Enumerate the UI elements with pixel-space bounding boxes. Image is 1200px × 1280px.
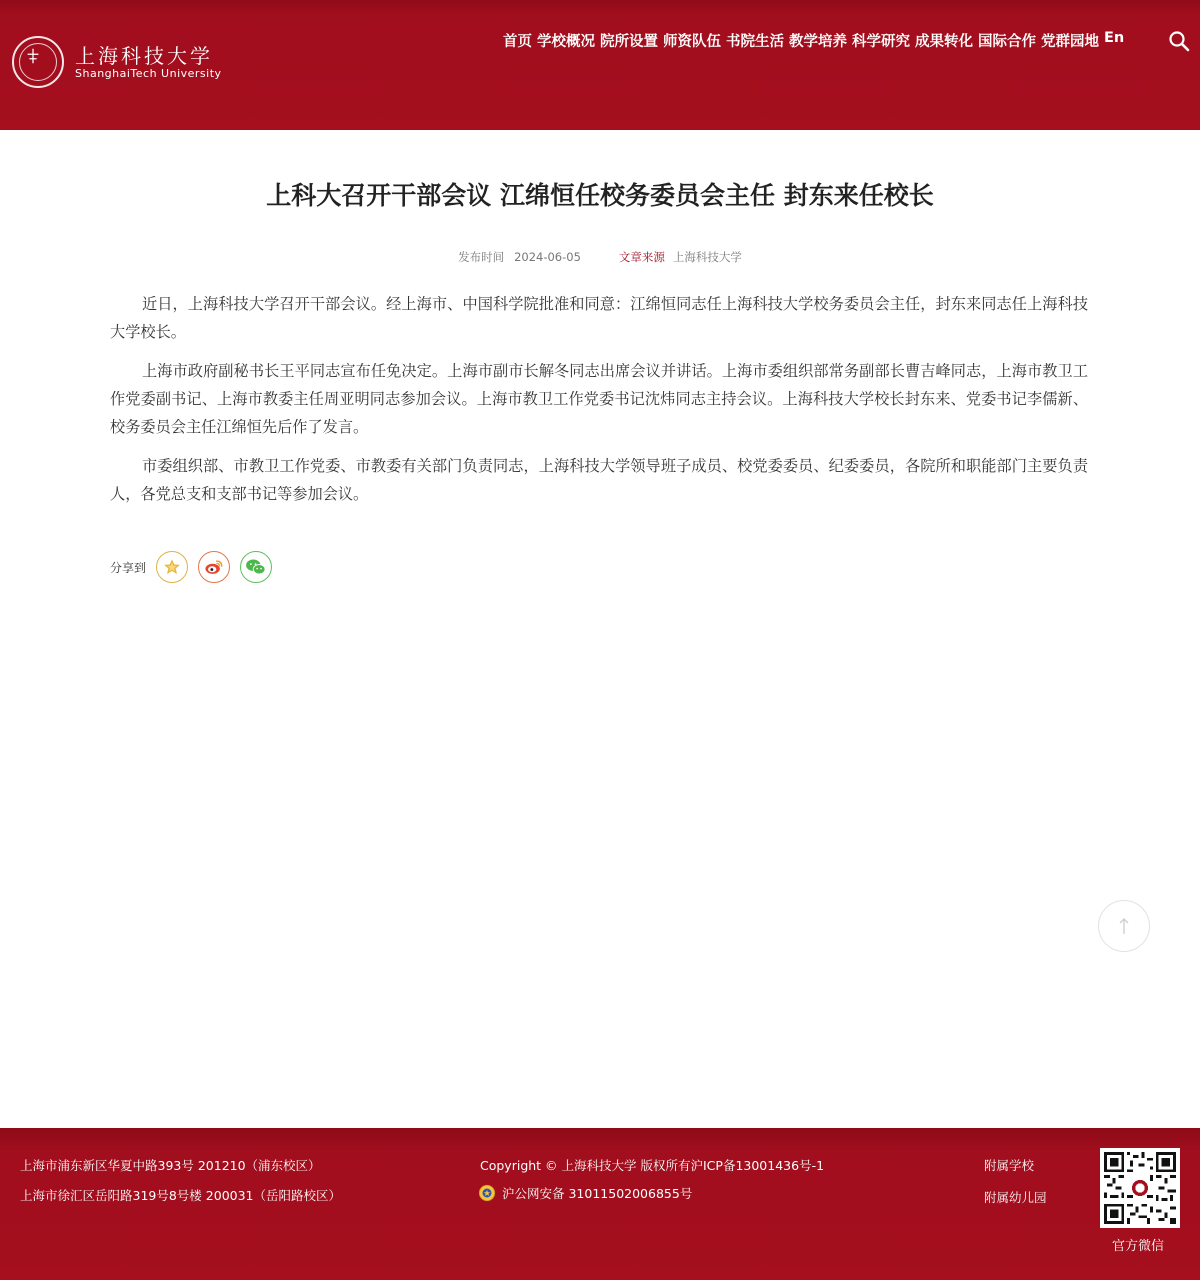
- article-title: 上科大召开干部会议 江绵恒任校务委员会主任 封东来任校长: [266, 181, 934, 210]
- share-label: 分享到: [110, 560, 147, 575]
- arrow-up-icon: [1117, 917, 1131, 935]
- police-badge-icon: [478, 1184, 496, 1202]
- article-paragraph: 上海市政府副秘书长王平同志宣布任免决定。上海市副市长解冬同志出席会议并讲话。上海市委组织部常务副部长曹吉峰同志，上海市教卫工作党委副书记、上海市教委主任周亚明同志参加会议。上海市教卫工作党委书记沈炜同志主持会议。上海科技大学校长封东来、党委书记李儒新、校务委员会主任江绵恒先后作了发言。: [110, 362, 1088, 436]
- wechat-icon: [245, 558, 267, 576]
- link-affiliated-kindergarten[interactable]: 附属幼儿园: [984, 1190, 1047, 1205]
- share-weibo-button[interactable]: [198, 551, 230, 583]
- main-navigation: [503, 30, 1124, 52]
- share-bar: [110, 550, 282, 584]
- address-yueyang: 上海市徐汇区岳阳路319号8号楼 200031（岳阳路校区）: [20, 1188, 342, 1203]
- logo-chinese-name: 上海科技大学: [75, 44, 213, 68]
- weibo-icon: [204, 558, 224, 576]
- police-record[interactable]: [478, 1184, 692, 1202]
- publish-date: 2024-06-05: [514, 250, 581, 264]
- article-body: [110, 290, 1088, 519]
- link-affiliated-school[interactable]: 附属学校: [984, 1158, 1035, 1173]
- logo-english-name: ShanghaiTech University: [75, 67, 222, 80]
- nav-research[interactable]: 科学研究: [852, 34, 910, 50]
- university-logo[interactable]: [12, 36, 222, 92]
- search-icon[interactable]: [1168, 30, 1190, 52]
- source-label: 文章来源: [618, 250, 665, 264]
- copyright-icp[interactable]: Copyright © 上海科技大学 版权所有沪ICP备13001436号-1: [480, 1158, 825, 1173]
- wechat-qr-code: [1100, 1148, 1180, 1228]
- share-wechat-button[interactable]: [240, 551, 272, 583]
- star-icon: [163, 558, 181, 576]
- nav-home[interactable]: 首页: [503, 34, 532, 50]
- nav-schools[interactable]: 院所设置: [600, 34, 658, 50]
- article-paragraph: 市委组织部、市教卫工作党委、市教委有关部门负责同志，上海科技大学领导班子成员、校党委委员、纪委委员，各院所和职能部门主要负责人，各党总支和支部书记等参加会议。: [110, 457, 1088, 503]
- publish-label: 发布时间: [458, 250, 505, 264]
- nav-tech-transfer[interactable]: 成果转化: [915, 34, 973, 50]
- nav-faculty[interactable]: 师资队伍: [663, 34, 721, 50]
- nav-party[interactable]: 党群园地: [1041, 34, 1099, 50]
- share-favorite-button[interactable]: [156, 551, 188, 583]
- nav-college-life[interactable]: 书院生活: [726, 34, 784, 50]
- nav-about[interactable]: 学校概况: [537, 34, 595, 50]
- qr-code-label: 官方微信: [1112, 1239, 1165, 1254]
- university-seal-icon: [12, 36, 64, 88]
- site-header: [0, 0, 1200, 130]
- nav-education[interactable]: 教学培养: [789, 34, 847, 50]
- article-paragraph: 近日，上海科技大学召开干部会议。经上海市、中国科学院批准和同意：江绵恒同志任上海科技大学校务委员会主任，封东来同志任上海科技大学校长。: [110, 295, 1088, 341]
- nav-international[interactable]: 国际合作: [978, 34, 1036, 50]
- back-to-top-button[interactable]: [1098, 900, 1150, 952]
- source-value: 上海科技大学: [672, 250, 742, 264]
- nav-english[interactable]: En: [1104, 30, 1125, 46]
- site-footer: [0, 1128, 1200, 1280]
- police-record-text: 沪公网安备 31011502006855号: [502, 1186, 693, 1201]
- address-pudong: 上海市浦东新区华夏中路393号 201210（浦东校区）: [20, 1158, 321, 1173]
- article-meta: [0, 249, 1200, 265]
